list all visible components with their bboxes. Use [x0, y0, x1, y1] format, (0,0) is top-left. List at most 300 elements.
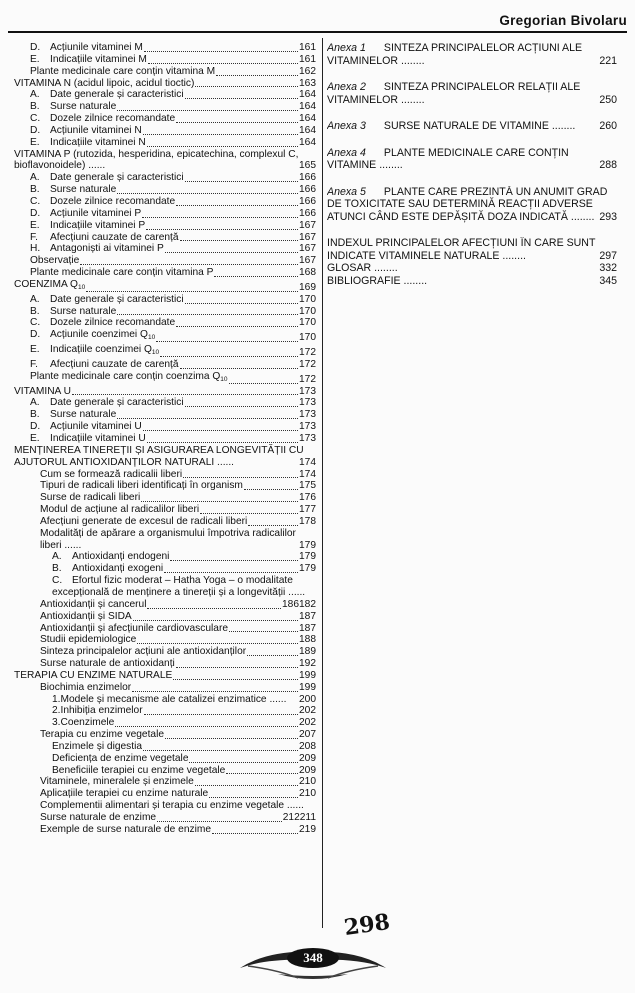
toc-entry	[14, 634, 316, 646]
toc-entry-title	[30, 294, 184, 306]
toc-entry	[14, 329, 316, 344]
toc-entry	[14, 371, 316, 386]
toc-entry	[14, 765, 316, 777]
toc-leader	[180, 368, 298, 369]
toc-entry-page: 161	[299, 53, 316, 65]
toc-entry-title	[40, 646, 246, 658]
toc-entry-text: VITAMINA N (acidul lipoic, acidul tioctic)	[14, 77, 195, 89]
toc-entry-subscript: 10	[77, 283, 86, 291]
toc-leader	[148, 63, 298, 64]
toc-entry-page: 170	[299, 332, 316, 344]
toc-entry-page: 179	[299, 551, 316, 563]
toc-entry-page: 208	[299, 740, 316, 752]
toc-entry-code: E.	[30, 53, 40, 65]
toc-leader	[147, 146, 298, 147]
toc-entry	[14, 504, 316, 516]
toc-entry-title	[40, 611, 132, 623]
toc-entry	[14, 359, 316, 371]
toc-entry-page: 164	[299, 89, 316, 101]
toc-leader	[86, 291, 298, 292]
toc-entry-title	[52, 705, 143, 717]
toc-leader: ........	[400, 274, 428, 287]
toc-entry-code: B.	[30, 409, 40, 421]
toc-entry-title	[30, 243, 164, 255]
annex-text: PLANTE CARE PREZINTĂ UN ANUMIT GRAD DE TOXICITATE SAU DETERMINĂ REACȚII ADVERSE ATUNCI CÂND ESTE DEPĂȘITĂ DOZA INDICATĂ	[327, 185, 608, 223]
toc-entry-page: 211	[299, 812, 316, 823]
toc-entry-page: 167	[299, 219, 316, 231]
toc-entry-text: Surse naturale	[50, 409, 117, 421]
toc-entry-text: Studii epidemiologice	[40, 634, 137, 646]
toc-entry-page: 210	[299, 788, 316, 800]
toc-entry-text: Dozele zilnice recomandate	[50, 317, 176, 329]
toc-entry-title	[14, 149, 298, 172]
toc-entry-title	[30, 433, 146, 445]
toc-leader	[214, 276, 298, 277]
toc-entry-text: Terapia cu enzime vegetale	[40, 729, 165, 741]
toc-leader	[185, 406, 298, 407]
toc-entry	[14, 824, 316, 836]
toc-leader	[195, 86, 298, 87]
toc-leader	[157, 821, 282, 822]
column-divider	[322, 38, 323, 928]
toc-entry-code: E.	[30, 219, 40, 231]
annex-entry	[327, 120, 617, 133]
toc-leader	[195, 785, 298, 786]
toc-entry-text: Deficiența de enzime vegetale	[52, 752, 189, 764]
toc-entry	[14, 232, 316, 244]
toc-entry-text: Antioxidanți endogeni	[72, 551, 170, 563]
toc-entry-title	[30, 409, 116, 421]
toc-leader	[72, 394, 298, 395]
toc-leader: ........	[376, 159, 403, 171]
toc-right-column	[327, 42, 617, 287]
toc-entry-text: COENZIMA Q	[14, 278, 78, 290]
annex-text: PLANTE MEDICINALE CARE CONȚIN VITAMINE	[327, 146, 569, 171]
toc-entry	[14, 741, 316, 753]
toc-leader	[176, 122, 298, 123]
toc-leader	[143, 134, 298, 135]
toc-entry-page: 177	[299, 504, 316, 516]
toc-entry-text: Plante medicinale care conțin vitamina M	[30, 65, 216, 77]
toc-leader	[141, 501, 298, 502]
toc-entry-code: H.	[30, 243, 41, 255]
toc-entry-page: 166	[299, 195, 316, 207]
toc-entry-page: 166	[299, 184, 316, 196]
toc-leader	[147, 608, 281, 609]
toc-entry-page: 172	[299, 347, 316, 359]
toc-entry	[14, 480, 316, 492]
toc-entry-text: Aplicațiile terapiei cu enzime naturale	[40, 788, 209, 800]
toc-entry-page: 187	[299, 610, 316, 622]
toc-entry	[14, 658, 316, 670]
toc-entry-text: Antioxidanți exogeni	[72, 563, 164, 575]
toc-leader	[209, 797, 298, 798]
toc-entry-title	[30, 89, 184, 101]
toc-entry	[14, 812, 300, 824]
toc-entry-title	[30, 359, 179, 371]
toc-entry-title	[30, 208, 141, 220]
toc-entry-text: TERAPIA CU ENZIME NATURALE	[14, 669, 173, 681]
toc-entry-text: Vitaminele, mineralele și enzimele	[40, 776, 194, 788]
toc-entry-code: D.	[30, 124, 41, 136]
toc-leader: ........	[567, 210, 595, 223]
toc-leader: ......	[285, 586, 306, 598]
toc-leader	[137, 643, 298, 644]
annex-title	[327, 147, 569, 172]
toc-entry	[14, 220, 316, 232]
toc-entry	[14, 89, 316, 101]
toc-entry	[14, 317, 316, 329]
toc-entry	[14, 492, 316, 504]
toc-entry-text: Dozele zilnice recomandate	[50, 113, 176, 125]
annex-label: Anexa 4	[327, 146, 366, 159]
header-rule	[8, 31, 627, 33]
toc-entry-page: 163	[299, 77, 316, 89]
toc-entry-page: 161	[299, 42, 316, 53]
toc-entry	[14, 694, 316, 706]
toc-entry	[14, 563, 316, 575]
toc-entry-title	[30, 66, 215, 78]
toc-entry	[14, 386, 316, 398]
toc-entry-text: 1.Modele și mecanisme ale catalizei enzimatice	[52, 693, 267, 705]
annex-title	[327, 81, 580, 106]
toc-entry	[14, 113, 316, 125]
toc-leader	[164, 572, 298, 573]
toc-entry-title	[40, 492, 140, 504]
annex-entry	[327, 186, 617, 224]
toc-entry-code: F.	[30, 358, 38, 370]
toc-entry	[14, 646, 316, 658]
toc-entry-title	[30, 397, 184, 409]
toc-leader: ........	[398, 93, 425, 106]
toc-entry-title	[30, 329, 155, 344]
toc-entry-title	[30, 232, 179, 244]
annex-page: 293	[599, 210, 617, 223]
toc-entry	[14, 54, 316, 66]
toc-entry-page: 202	[299, 717, 316, 729]
toc-entry	[14, 172, 316, 184]
toc-entry-code: F.	[30, 231, 38, 243]
toc-entry-title	[30, 101, 116, 113]
annex-text: GLOSAR	[327, 262, 372, 274]
toc-entry-title	[40, 504, 199, 516]
toc-entry-title	[40, 480, 243, 492]
toc-entry	[14, 267, 316, 279]
toc-entry-page: 210	[299, 776, 316, 788]
toc-leader	[117, 314, 298, 315]
toc-entry-page: 187	[299, 622, 316, 634]
toc-entry-text: Plante medicinale care conțin coenzima Q	[30, 370, 221, 382]
annex-label: Anexa 5	[327, 185, 366, 198]
toc-entry-page: 174	[299, 468, 316, 480]
toc-leader	[142, 217, 298, 218]
toc-entry-page: 162	[299, 65, 316, 77]
toc-leader	[143, 430, 298, 431]
toc-leader: ......	[284, 800, 304, 812]
toc-entry	[14, 729, 316, 741]
toc-entry-text: Plante medicinale care conțin vitamina P	[30, 267, 214, 279]
toc-entry-text: Exemple de surse naturale de enzime	[40, 823, 212, 835]
annex-page: 250	[599, 93, 617, 106]
toc-leader	[170, 560, 298, 561]
toc-entry-code: C.	[52, 575, 63, 587]
toc-leader	[180, 240, 298, 241]
page-footer-ornament	[238, 944, 388, 984]
toc-entry-title	[30, 267, 213, 279]
toc-entry	[14, 125, 316, 137]
annex-text: SINTEZA PRINCIPALELOR RELAȚII ALE VITAMINELOR	[327, 81, 581, 106]
toc-entry	[14, 670, 316, 682]
toc-entry-page: 192	[299, 658, 316, 670]
toc-entry-text: Date generale și caracteristici	[50, 89, 184, 101]
toc-entry-title	[14, 386, 71, 398]
toc-entry-page: 166	[299, 172, 316, 184]
toc-entry-text: Acțiunile vitaminei U	[50, 421, 142, 433]
toc-entry-text: Biochimia enzimelor	[40, 681, 132, 693]
toc-leader	[117, 193, 298, 194]
toc-entry-title	[14, 78, 194, 90]
annex-text: SINTEZA PRINCIPALELOR ACȚIUNI ALE VITAMINELOR	[327, 42, 583, 67]
annex-entry	[327, 237, 617, 262]
toc-leader	[173, 679, 298, 680]
toc-entry-text: Tipuri de radicali liberi identificați în organism	[40, 480, 243, 492]
toc-entry	[14, 279, 316, 294]
toc-entry-title	[30, 317, 175, 329]
handwritten-page-note: 298	[342, 908, 392, 942]
toc-entry	[14, 528, 316, 552]
toc-entry-title	[30, 54, 147, 66]
toc-leader	[133, 620, 298, 621]
toc-entry-title	[40, 469, 182, 481]
toc-entry-title	[52, 741, 142, 753]
toc-entry-text: Acțiunile vitaminei N	[50, 124, 142, 136]
toc-entry-page: 172	[299, 358, 316, 370]
toc-entry-page: 178	[299, 515, 316, 527]
toc-leader	[117, 110, 298, 111]
toc-entry-text: Acțiunile vitaminei M	[50, 42, 143, 53]
toc-entry-page: 170	[299, 293, 316, 305]
toc-entry	[14, 599, 299, 611]
toc-entry-text: 3.Coenzimele	[52, 717, 115, 729]
toc-entry-page: 167	[299, 255, 316, 267]
toc-entry-page: 164	[299, 101, 316, 113]
toc-leader	[226, 773, 298, 774]
toc-entry-code: C.	[30, 317, 41, 329]
toc-entry-code: D.	[30, 42, 41, 53]
toc-entry	[14, 469, 316, 481]
toc-entry-title	[14, 445, 304, 468]
toc-entry-text: Enzimele și digestia	[52, 740, 143, 752]
toc-entry-code: E.	[30, 433, 40, 444]
toc-entry	[14, 516, 316, 528]
toc-entry	[14, 705, 316, 717]
toc-entry-page: 199	[299, 669, 316, 681]
toc-entry-text: Date generale și caracteristici	[50, 172, 184, 184]
toc-entry	[14, 753, 316, 765]
toc-leader	[160, 356, 298, 357]
toc-entry	[14, 445, 316, 469]
toc-entry-page: 173	[299, 409, 316, 421]
toc-entry	[14, 306, 316, 318]
toc-entry-text: Complementii alimentari și terapia cu enzime vegetale	[40, 800, 285, 812]
toc-entry-code: D.	[30, 329, 41, 341]
toc-entry-title	[30, 172, 184, 184]
toc-entry	[14, 42, 316, 54]
toc-entry-title	[40, 824, 211, 836]
toc-entry-title	[40, 658, 175, 670]
toc-leader: ......	[214, 456, 235, 468]
toc-entry-text: Surse naturale de antioxidanți	[40, 658, 175, 670]
toc-leader: ......	[85, 160, 106, 172]
toc-entry-code: E.	[30, 136, 40, 148]
toc-leader	[144, 714, 298, 715]
toc-left-column	[14, 42, 316, 836]
toc-entry-text: Indicațiile vitaminei N	[50, 136, 146, 148]
toc-entry-page: 164	[299, 124, 316, 136]
toc-entry-title	[30, 125, 142, 137]
toc-entry-title	[30, 344, 159, 359]
toc-entry-title	[52, 551, 169, 563]
toc-entry	[14, 255, 316, 267]
toc-entry	[14, 776, 316, 788]
toc-entry-text: VITAMINA U	[14, 385, 71, 397]
toc-entry-code: D.	[30, 207, 41, 219]
annex-title	[327, 186, 607, 223]
toc-entry-text: Indicațiile vitaminei U	[50, 433, 146, 444]
toc-entry-title	[30, 137, 146, 149]
toc-entry-text: Acțiunile vitaminei P	[50, 207, 142, 219]
toc-entry	[14, 196, 316, 208]
toc-entry-text: 2.Inhibiția enzimelor	[52, 705, 143, 717]
toc-entry-title	[30, 255, 79, 267]
toc-leader	[216, 75, 298, 76]
toc-entry-page: 179	[299, 539, 316, 551]
toc-entry	[14, 101, 316, 113]
toc-leader	[176, 326, 298, 327]
annex-entry	[327, 275, 617, 288]
toc-entry-page: 173	[299, 433, 316, 444]
toc-entry-code: D.	[30, 421, 41, 433]
toc-entry-text: Efortul fizic moderat – Hatha Yoga – o modalitate excepțională de menținere a tinereții și a longevității	[52, 575, 293, 598]
toc-entry	[14, 397, 316, 409]
toc-entry-page: 175	[299, 480, 316, 492]
toc-entry-page: 169	[299, 281, 316, 293]
toc-entry-subscript: 10	[151, 349, 160, 357]
toc-entry-title	[52, 563, 163, 575]
toc-entry-page: 164	[299, 136, 316, 148]
toc-entry	[14, 788, 316, 800]
toc-entry-text: Indicațiile vitaminei M	[50, 53, 147, 65]
toc-entry-title	[40, 623, 228, 635]
toc-entry	[14, 78, 316, 90]
toc-entry-text: Observație	[30, 255, 80, 267]
toc-entry-page: 170	[299, 317, 316, 329]
toc-entry-page: 173	[299, 421, 316, 433]
toc-entry	[14, 344, 316, 359]
toc-leader	[165, 738, 298, 739]
toc-entry-page: 189	[299, 646, 316, 658]
toc-entry	[14, 611, 316, 623]
toc-entry-title	[52, 717, 114, 729]
toc-leader	[156, 341, 298, 342]
toc-entry-code: C.	[30, 195, 41, 207]
toc-leader	[229, 383, 299, 384]
annex-entry	[327, 147, 617, 172]
toc-entry	[14, 717, 316, 729]
toc-entry-page: 173	[299, 385, 316, 397]
toc-entry-text: Date generale și caracteristici	[50, 397, 184, 409]
annex-text: SURSE NATURALE DE VITAMINE	[383, 120, 549, 132]
toc-entry-code: A.	[30, 172, 40, 184]
toc-entry-text: Surse naturale de enzime	[40, 812, 157, 823]
toc-entry-page: 182	[299, 598, 316, 610]
toc-entry-page: 199	[299, 681, 316, 693]
toc-leader	[165, 252, 298, 253]
toc-entry	[14, 433, 316, 445]
toc-entry-text: Sinteza principalelor acțiuni ale antioxidanților	[40, 646, 247, 658]
toc-leader	[200, 513, 298, 514]
toc-entry-text: Surse de radicali liberi	[40, 492, 141, 504]
toc-entry-text: MENȚINEREA TINEREȚII ȘI ASIGURAREA LONGEVITĂȚII CU AJUTORUL ANTIOXIDANȚILOR NATURALI	[14, 444, 304, 468]
toc-entry	[14, 208, 316, 220]
toc-entry-subscript: 10	[220, 375, 228, 383]
toc-entry-page: 165	[299, 160, 316, 172]
toc-entry-subscript: 10	[147, 334, 156, 342]
toc-entry-code: B.	[30, 101, 40, 113]
toc-entry-text: Afecțiuni generate de excesul de radicali liberi	[40, 515, 248, 527]
toc-entry-page: 174	[299, 456, 316, 468]
toc-entry-title	[14, 670, 172, 682]
toc-entry-code: C.	[30, 113, 41, 125]
toc-entry-text: Indicațiile vitaminei P	[50, 219, 146, 231]
toc-leader	[176, 667, 298, 668]
toc-entry-code: A.	[30, 89, 40, 101]
toc-entry-code: E.	[30, 344, 40, 356]
toc-entry-title	[40, 788, 208, 800]
toc-entry-text: VITAMINA P (rutozida, hesperidina, epicatechina, complexul C, bioflavonoidele)	[14, 148, 299, 172]
toc-entry-page: 186	[282, 598, 299, 610]
toc-entry-code: B.	[30, 305, 40, 317]
toc-entry-code: A.	[30, 293, 40, 305]
annex-page: 297	[599, 249, 617, 262]
toc-entry-page: 207	[299, 729, 316, 741]
toc-entry-title	[40, 682, 131, 694]
toc-leader	[248, 525, 298, 526]
annex-label: Anexa 2	[327, 81, 366, 93]
toc-leader	[244, 489, 298, 490]
toc-entry-title	[52, 753, 188, 765]
toc-entry	[14, 243, 316, 255]
toc-entry-title	[52, 765, 225, 777]
toc-entry-text: Modalități de apărare a organismului împotriva radicalilor liberi	[40, 527, 296, 551]
toc-entry-title	[30, 421, 142, 433]
toc-entry-code: A.	[30, 397, 40, 409]
toc-entry-text: Afecțiuni cauzate de carență	[50, 358, 179, 370]
annex-title	[327, 120, 549, 132]
annex-page: 221	[599, 54, 617, 67]
toc-entry-page: 164	[299, 113, 316, 125]
toc-entry-title	[52, 575, 293, 598]
toc-entry-page: 167	[299, 231, 316, 243]
annex-entry	[327, 262, 617, 275]
toc-entry-page: 166	[299, 207, 316, 219]
toc-entry-title	[40, 516, 247, 528]
toc-entry	[14, 294, 316, 306]
toc-entry	[14, 682, 316, 694]
annex-entry	[327, 42, 617, 67]
toc-leader	[183, 477, 298, 478]
annex-entry	[327, 81, 617, 106]
